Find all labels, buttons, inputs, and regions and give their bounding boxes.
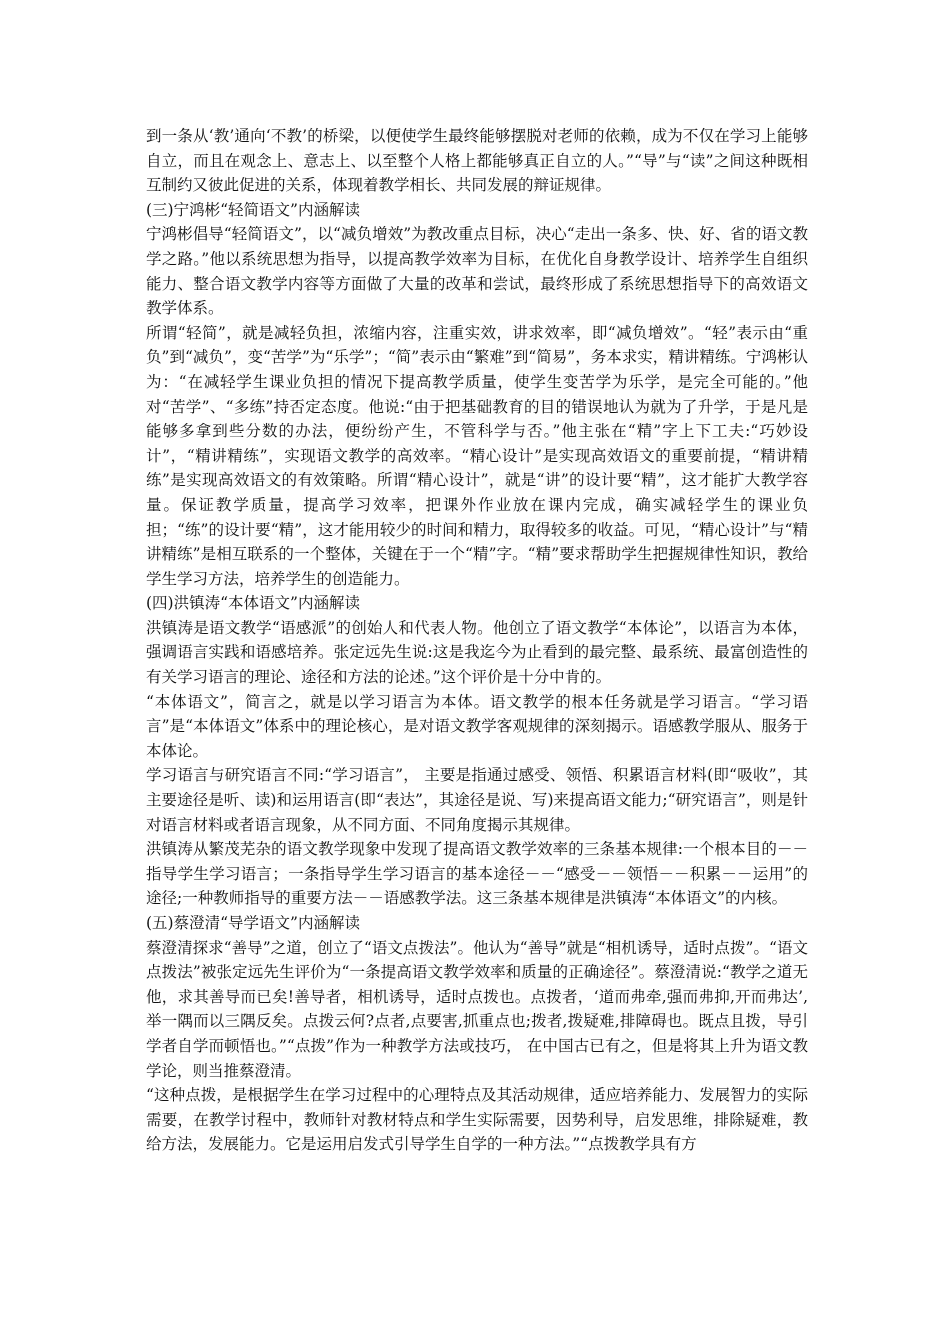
paragraph-dianbo-meaning: “这种点拨，是根据学生在学习过程中的心理特点及其活动规律，适应培养能力、发展智力的实际需要，在教学讨程中，教师针对教材特点和学生实际需要，因势利导，启发思维，排除疑难，教给方法，发展能力。它是运用启发式引导学生自学的一种方法。”“点拨教学具有方 [146,1086,808,1154]
section-heading-cai-chengqing: (五)蔡澄清“导学语文”内涵解读 [146,914,360,932]
section-heading-ning-hongbin: (三)宁鸿彬“轻简语文”内涵解读 [146,200,360,219]
paragraph-learning-vs-research: 学习语言与研究语言不同:“学习语言”， 主要是指通过感受、领悟、积累语言材料(即“吸收”，其主要途径是听、读)和运用语言(即“表达”，其途径是说、写)来提高语文能力;“研究语言”，则是针对语言材料或者语言现象，从不同方面、不同角度揭示其规律。 [146,766,808,834]
paragraph-benti-intro: 洪镇涛是语文教学“语感派”的创始人和代表人物。他创立了语文教学“本体论”，以语言为本体，强调语言实践和语感培养。张定远先生说:这是我迄今为止看到的最完整、最系统、最富创造性的有关学习语言的理论、途径和方法的论述。”这个评价是十分中肯的。 [146,618,808,687]
paragraph-qingjian-intro: 宁鸿彬倡导“轻简语文”，以“减负增效”为教改重点目标，决心“走出一条多、快、好、省的语文教学之路。”他以系统思想为指导，以提高教学效率为目标，在优化自身教学设计、培养学生自组织能力、整合语文教学内容等方面做了大量的改革和尝试，最终形成了系统思想指导下的高效语文教学体系。 [146,225,808,318]
section-heading-hong-zhentao: (四)洪镇涛“本体语文”内涵解读 [146,594,360,613]
paragraph-qingjian-meaning: 所谓“轻简”，就是减轻负担，浓缩内容，注重实效，讲求效率，即“减负增效”。“轻”表示由“重负”到“减负”，变“苦学”为“乐学”；“简”表示由“繁难”到“简易”，务本求实，精讲精练。宁鸿彬认为：“在减轻学生课业负担的情况下提高教学质量，使学生变苦学为乐学，是完全可能的。”他对“苦学”、“多练”持否定态度。他说:“由于把基础教育的目的错误地认为就为了升学，于是凡是能够多拿到些分数的办法，便纷纷产生，不管科学与否。”他主张在“精”字上下工夫:“巧妙设计”，“精讲精练”，实现语文教学的高效率。“精心设计”是实现高效语文的重要前提，“精讲精练”是实现高效语文的有效策略。所谓“精心设计”，就是“讲”的设计要“精”，这才能扩大教学容量。保证教学质量，提高学习效率，把课外作业放在课内完成，确实减轻学生的课业负担；“练”的设计要“精”，这才能用较少的时间和精力，取得较多的收益。可见，“精心设计”与“精讲精练”是相互联系的一个整体，关键在于一个“精”字。“精”要求帮助学生把握规律性知识，教给学生学习方法，培养学生的创造能力。 [146,323,808,588]
paragraph-benti-meaning: “本体语文”，简言之，就是以学习语言为本体。语文教学的根本任务就是学习语言。“学习语言”是“本体语文”体系中的理论核心，是对语文教学客观规律的深刻揭示。语感教学服从、服务于本体论。 [146,692,808,760]
document-body [146,124,808,1157]
paragraph-dao-du-relation: 到一条从‘教’通向‘不教’的桥梁，以便使学生最终能够摆脱对老师的依赖，成为不仅在学习上能够自立，而且在观念上、意志上、以至整个人格上都能够真正自立的人。”“导”与“读”之间这种既相互制约又彼此促进的关系，体现着教学相长、共同发展的辩证规律。 [146,127,808,195]
paragraph-dianbo-intro: 蔡澄清探求“善导”之道，创立了“语文点拨法”。他认为“善导”就是“相机诱导，适时点拨”。“语文点拨法”被张定远先生评价为“一条提高语文教学效率和质量的正确途径”。蔡澄清说:“教学之道无他，求其善导而已矣!善导者，相机诱导，适时点拨也。点拨者，‘道而弗牵,强而弗抑,开而弗达’,举一隅而以三隅反矣。点拨云何?点者,点要害,抓重点也;拨者,拨疑难,排障碍也。既点且拨，导引学者自学而顿悟也。”“点拨”作为一种教学方法或技巧， 在中国古已有之，但是将其上升为语文教学论，则当推蔡澄清。 [146,938,808,1080]
paragraph-three-laws: 洪镇涛从繁茂芜杂的语文教学现象中发现了提高语文教学效率的三条基本规律:一个根本目的－－指导学生学习语言；一条指导学生学习语言的基本途径－－“感受－－领悟－－积累－－运用”的途径;一种教师指导的重要方法－－语感教学法。这三条基本规律是洪镇涛“本体语文”的内核。 [146,840,808,908]
